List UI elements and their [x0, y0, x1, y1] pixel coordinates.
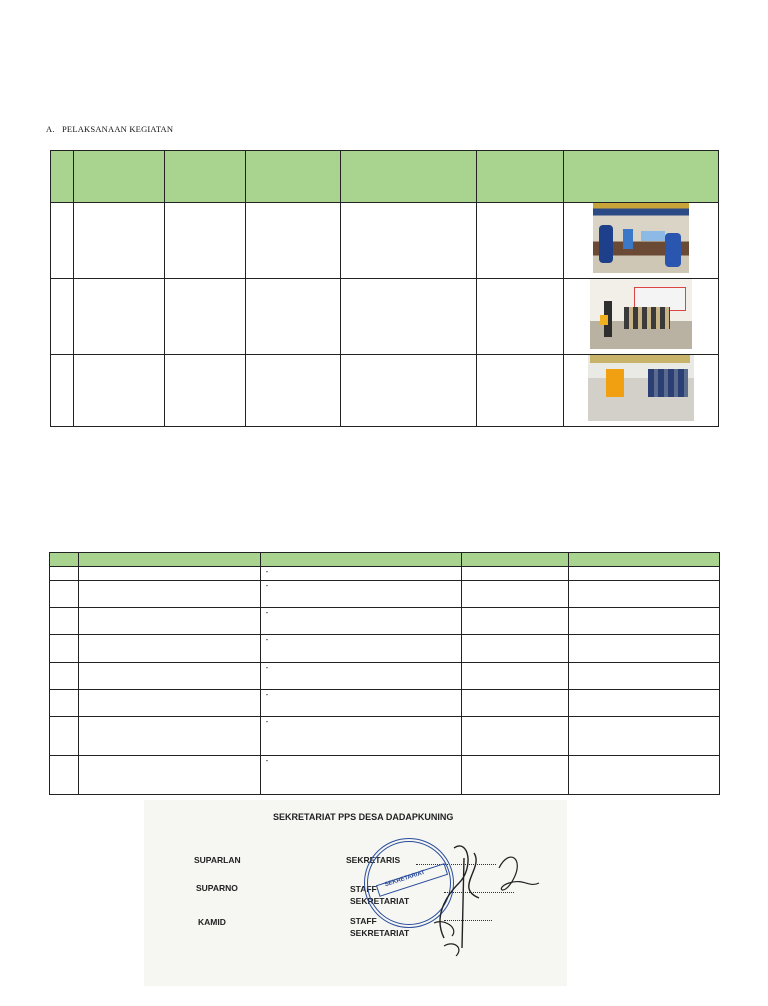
header-cell: [165, 151, 246, 203]
table-header-row: [50, 553, 720, 567]
table-row: [50, 567, 720, 581]
table-row: [51, 355, 719, 427]
section-heading: [46, 124, 173, 134]
signatory-role-1: SEKRETARIS: [346, 855, 401, 865]
header-cell: [246, 151, 341, 203]
dash-marker: -: [265, 581, 269, 590]
table-row: [51, 203, 719, 279]
dash-marker: -: [265, 663, 269, 672]
table-row: [50, 635, 720, 663]
header-cell: [564, 151, 719, 203]
header-cell: [341, 151, 477, 203]
dash-marker: -: [265, 690, 269, 699]
table-row: [51, 279, 719, 355]
handwritten-signature: [414, 828, 544, 958]
table-row: [50, 663, 720, 690]
stamp-label: SEKRETARIAT: [384, 869, 426, 889]
dash-marker: -: [265, 717, 269, 726]
table-row: [50, 717, 720, 756]
signatory-role-2: STAFF SEKRETARIAT: [350, 884, 410, 906]
header-cell: [51, 151, 74, 203]
signatory-name-2: SUPARNO: [196, 883, 238, 893]
summary-table: [49, 552, 720, 795]
table-header-row: [51, 151, 719, 203]
meeting-photo: [593, 203, 689, 273]
signatory-name-3: KAMID: [198, 917, 226, 927]
signatory-name-1: SUPARLAN: [194, 855, 241, 865]
section-title: PELAKSANAAN KEGIATAN: [62, 124, 174, 134]
dash-marker: -: [265, 756, 269, 765]
table-row: [50, 690, 720, 717]
hall-photo: [588, 355, 694, 421]
activity-table: [50, 150, 719, 427]
table-row: [50, 608, 720, 635]
header-cell: [477, 151, 564, 203]
signature-block: [144, 800, 567, 986]
dash-marker: -: [265, 608, 269, 617]
ceremony-photo: [590, 279, 692, 349]
signature-header: SEKRETARIAT PPS DESA DADAPKUNING: [273, 812, 454, 822]
signatory-role-3: STAFF SEKRETARIAT: [350, 916, 410, 938]
section-number: A.: [46, 124, 55, 134]
table-row: [50, 756, 720, 795]
table-row: [50, 581, 720, 608]
header-cell: [74, 151, 165, 203]
dash-marker: -: [265, 567, 269, 576]
dash-marker: -: [265, 635, 269, 644]
